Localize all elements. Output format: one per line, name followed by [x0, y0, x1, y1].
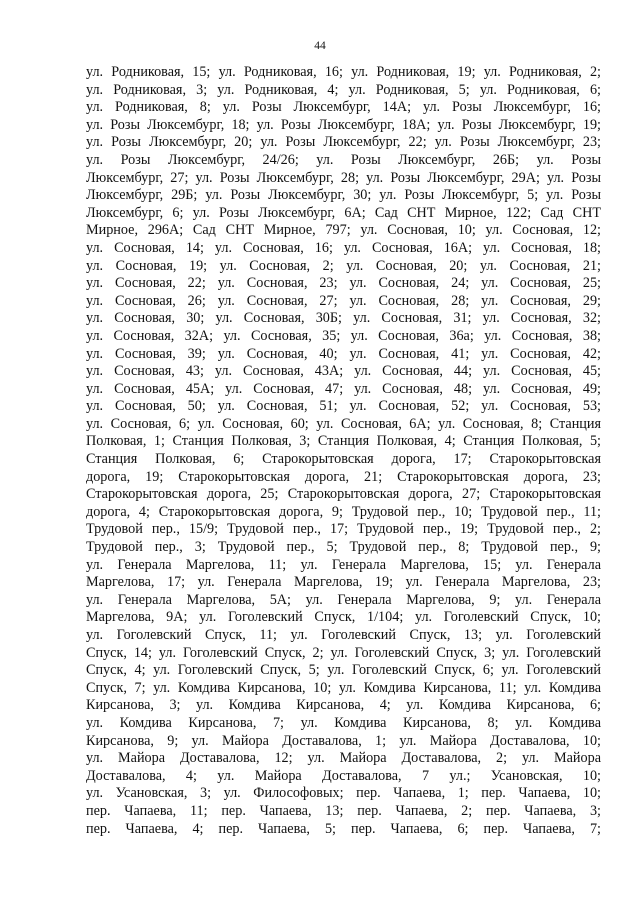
- text-line: Спуск, 7; ул. Комдива Кирсанова, 10; ул. Комдива Кирсанова, 11; ул. Комдива: [86, 679, 601, 696]
- text-line: Трудовой пер., 15/9; Трудовой пер., 17; Трудовой пер., 19; Трудовой пер., 2;: [86, 521, 601, 538]
- text-line: ул. Генерала Маргелова, 5А; ул. Генерала Маргелова, 9; ул. Генерала: [86, 591, 601, 608]
- text-line: ул. Майора Доставалова, 12; ул. Майора Доставалова, 2; ул. Майора: [86, 750, 601, 767]
- text-line: Люксембург, 27; ул. Розы Люксембург, 28; ул. Розы Люксембург, 29А; ул. Розы: [86, 169, 601, 186]
- text-line: Трудовой пер., 3; Трудовой пер., 5; Трудовой пер., 8; Трудовой пер., 9;: [86, 539, 601, 556]
- text-line: ул. Родниковая, 15; ул. Родниковая, 16; ул. Родниковая, 19; ул. Родниковая, 2;: [86, 64, 601, 80]
- text-line: ул. Розы Люксембург, 20; ул. Розы Люксембург, 22; ул. Розы Люксембург, 23;: [86, 134, 601, 151]
- text-line: ул. Комдива Кирсанова, 7; ул. Комдива Кирсанова, 8; ул. Комдива: [86, 714, 601, 731]
- text-line: ул. Сосновая, 45А; ул. Сосновая, 47; ул. Сосновая, 48; ул. Сосновая, 49;: [86, 380, 601, 397]
- text-line: ул. Сосновая, 43; ул. Сосновая, 43А; ул. Сосновая, 44; ул. Сосновая, 45;: [86, 363, 601, 380]
- text-line: дорога, 19; Старокорытовская дорога, 21; Старокорытовская дорога, 23;: [86, 468, 601, 485]
- text-line: пер. Чапаева, 11; пер. Чапаева, 13; пер. Чапаева, 2; пер. Чапаева, 3;: [86, 802, 601, 819]
- text-line: Кирсанова, 9; ул. Майора Доставалова, 1; ул. Майора Доставалова, 10;: [86, 732, 601, 749]
- text-line: Спуск, 14; ул. Гоголевский Спуск, 2; ул. Гоголевский Спуск, 3; ул. Гоголевский: [86, 644, 601, 661]
- text-line: ул. Сосновая, 26; ул. Сосновая, 27; ул. Сосновая, 28; ул. Сосновая, 29;: [86, 292, 601, 309]
- text-line: Мирное, 296А; Сад СНТ Мирное, 797; ул. Сосновая, 10; ул. Сосновая, 12;: [86, 222, 601, 239]
- text-line: Маргелова, 17; ул. Генерала Маргелова, 19; ул. Генерала Маргелова, 23;: [86, 574, 601, 591]
- text-line: Полковая, 1; Станция Полковая, 3; Станция Полковая, 4; Станция Полковая, 5;: [86, 433, 601, 450]
- text-line: ул. Сосновая, 50; ул. Сосновая, 51; ул. Сосновая, 52; ул. Сосновая, 53;: [86, 398, 601, 415]
- text-line: ул. Сосновая, 39; ул. Сосновая, 40; ул. Сосновая, 41; ул. Сосновая, 42;: [86, 345, 601, 362]
- text-line: Станция Полковая, 6; Старокорытовская дорога, 17; Старокорытовская: [86, 451, 601, 468]
- text-line: ул. Сосновая, 14; ул. Сосновая, 16; ул. Сосновая, 16А; ул. Сосновая, 18;: [86, 239, 601, 256]
- text-line: ул. Родниковая, 8; ул. Розы Люксембург, 14А; ул. Розы Люксембург, 16;: [86, 99, 601, 116]
- text-line: пер. Чапаева, 4; пер. Чапаева, 5; пер. Чапаева, 6; пер. Чапаева, 7;: [86, 820, 601, 837]
- text-line: ул. Сосновая, 6; ул. Сосновая, 60; ул. Сосновая, 6А; ул. Сосновая, 8; Станция: [86, 415, 601, 432]
- text-line: ул. Розы Люксембург, 18; ул. Розы Люксембург, 18А; ул. Розы Люксембург, 19;: [86, 116, 601, 133]
- text-line: Спуск, 4; ул. Гоголевский Спуск, 5; ул. Гоголевский Спуск, 6; ул. Гоголевский: [86, 662, 601, 679]
- text-line: ул. Сосновая, 22; ул. Сосновая, 23; ул. Сосновая, 24; ул. Сосновая, 25;: [86, 275, 601, 292]
- text-line: ул. Сосновая, 19; ул. Сосновая, 2; ул. Сосновая, 20; ул. Сосновая, 21;: [86, 257, 601, 274]
- address-list-text: [86, 64, 601, 838]
- text-line: ул. Родниковая, 3; ул. Родниковая, 4; ул. Родниковая, 5; ул. Родниковая, 6;: [86, 81, 601, 98]
- text-line: ул. Сосновая, 32А; ул. Сосновая, 35; ул. Сосновая, 36а; ул. Сосновая, 38;: [86, 327, 601, 344]
- text-line: Маргелова, 9А; ул. Гоголевский Спуск, 1/104; ул. Гоголевский Спуск, 10;: [86, 609, 601, 626]
- text-line: Кирсанова, 3; ул. Комдива Кирсанова, 4; ул. Комдива Кирсанова, 6;: [86, 697, 601, 714]
- text-line: ул. Сосновая, 30; ул. Сосновая, 30Б; ул. Сосновая, 31; ул. Сосновая, 32;: [86, 310, 601, 327]
- text-line: Люксембург, 29Б; ул. Розы Люксембург, 30; ул. Розы Люксембург, 5; ул. Розы: [86, 187, 601, 204]
- text-line: ул. Генерала Маргелова, 11; ул. Генерала Маргелова, 15; ул. Генерала: [86, 556, 601, 573]
- text-line: Доставалова, 4; ул. Майора Доставалова, 7 ул.; Усановская, 10;: [86, 767, 601, 784]
- text-line: Старокорытовская дорога, 25; Старокорытовская дорога, 27; Старокорытовская: [86, 486, 601, 503]
- text-line: ул. Усановская, 3; ул. Философовых; пер. Чапаева, 1; пер. Чапаева, 10;: [86, 785, 601, 802]
- page-number: 44: [314, 40, 326, 52]
- text-line: дорога, 4; Старокорытовская дорога, 9; Трудовой пер., 10; Трудовой пер., 11;: [86, 503, 601, 520]
- text-line: ул. Розы Люксембург, 24/26; ул. Розы Люксембург, 26Б; ул. Розы: [86, 151, 601, 168]
- text-line: Люксембург, 6; ул. Розы Люксембург, 6А; Сад СНТ Мирное, 122; Сад СНТ: [86, 204, 601, 221]
- text-line: ул. Гоголевский Спуск, 11; ул. Гоголевский Спуск, 13; ул. Гоголевский: [86, 627, 601, 643]
